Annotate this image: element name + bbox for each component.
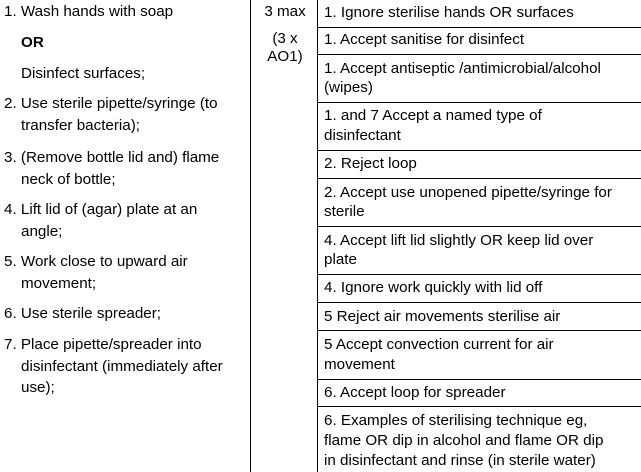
guidance-line: 5 Reject air movements sterilise air xyxy=(324,308,561,325)
marks-ao-line: AO1) xyxy=(267,48,303,65)
marks-column xyxy=(250,0,318,472)
marks-max: 3 max xyxy=(264,3,306,20)
guidance-line: 4. Accept lift lid slightly OR keep lid over xyxy=(324,232,594,249)
answer-line: 3. (Remove bottle lid and) flame xyxy=(4,149,220,166)
guidance-line: plate xyxy=(324,251,357,268)
row-divider xyxy=(318,330,641,331)
answer-line: 5. Work close to upward air xyxy=(4,253,188,270)
row-divider xyxy=(318,102,641,103)
guidance-line: disinfectant xyxy=(324,127,401,144)
guidance-line: (wipes) xyxy=(324,79,373,96)
row-divider xyxy=(318,274,641,275)
guidance-line: sterile xyxy=(324,203,365,220)
marks-ao-line: (3 x xyxy=(272,30,298,47)
answer-line: OR xyxy=(21,34,44,51)
guidance-column xyxy=(318,0,641,472)
answer-line: 4. Lift lid of (agar) plate at an xyxy=(4,201,198,218)
row-divider xyxy=(318,27,641,28)
guidance-line: 2. Accept use unopened pipette/syringe for xyxy=(324,184,612,201)
answer-line: Disinfect surfaces; xyxy=(21,65,146,82)
guidance-line: 1. Accept sanitise for disinfect xyxy=(324,31,525,48)
row-divider xyxy=(318,379,641,380)
guidance-line: 6. Accept loop for spreader xyxy=(324,384,506,401)
answer-line: movement; xyxy=(21,275,97,292)
guidance-line: 2. Reject loop xyxy=(324,155,417,172)
guidance-line: 1. Accept antiseptic /antimicrobial/alcohol xyxy=(324,60,601,77)
row-divider xyxy=(318,406,641,407)
answer-line: transfer bacteria); xyxy=(21,117,141,134)
answer-line: angle; xyxy=(21,223,63,240)
guidance-line: in disinfectant and rinse (in sterile water) xyxy=(324,452,596,469)
guidance-line: 5 Accept convection current for air xyxy=(324,336,554,353)
answer-line: 6. Use sterile spreader; xyxy=(4,305,162,322)
guidance-line: flame OR dip in alcohol and flame OR dip xyxy=(324,432,604,449)
guidance-line: 1. and 7 Accept a named type of xyxy=(324,107,542,124)
row-divider xyxy=(318,178,641,179)
row-divider xyxy=(318,226,641,227)
answer-line: use); xyxy=(21,379,55,396)
guidance-line: 6. Examples of sterilising technique eg, xyxy=(324,412,588,429)
answer-line: 1. Wash hands with soap xyxy=(4,3,174,20)
answer-line: 2. Use sterile pipette/syringe (to xyxy=(4,95,218,112)
answer-column xyxy=(0,0,250,472)
answer-line: 7. Place pipette/spreader into xyxy=(4,336,202,353)
guidance-line: 1. Ignore sterilise hands OR surfaces xyxy=(324,4,574,21)
answer-line: neck of bottle; xyxy=(21,171,116,188)
guidance-line: 4. Ignore work quickly with lid off xyxy=(324,279,543,296)
row-divider xyxy=(318,54,641,55)
row-divider xyxy=(318,302,641,303)
guidance-line: movement xyxy=(324,356,395,373)
answer-line: disinfectant (immediately after xyxy=(21,358,223,375)
row-divider xyxy=(318,150,641,151)
